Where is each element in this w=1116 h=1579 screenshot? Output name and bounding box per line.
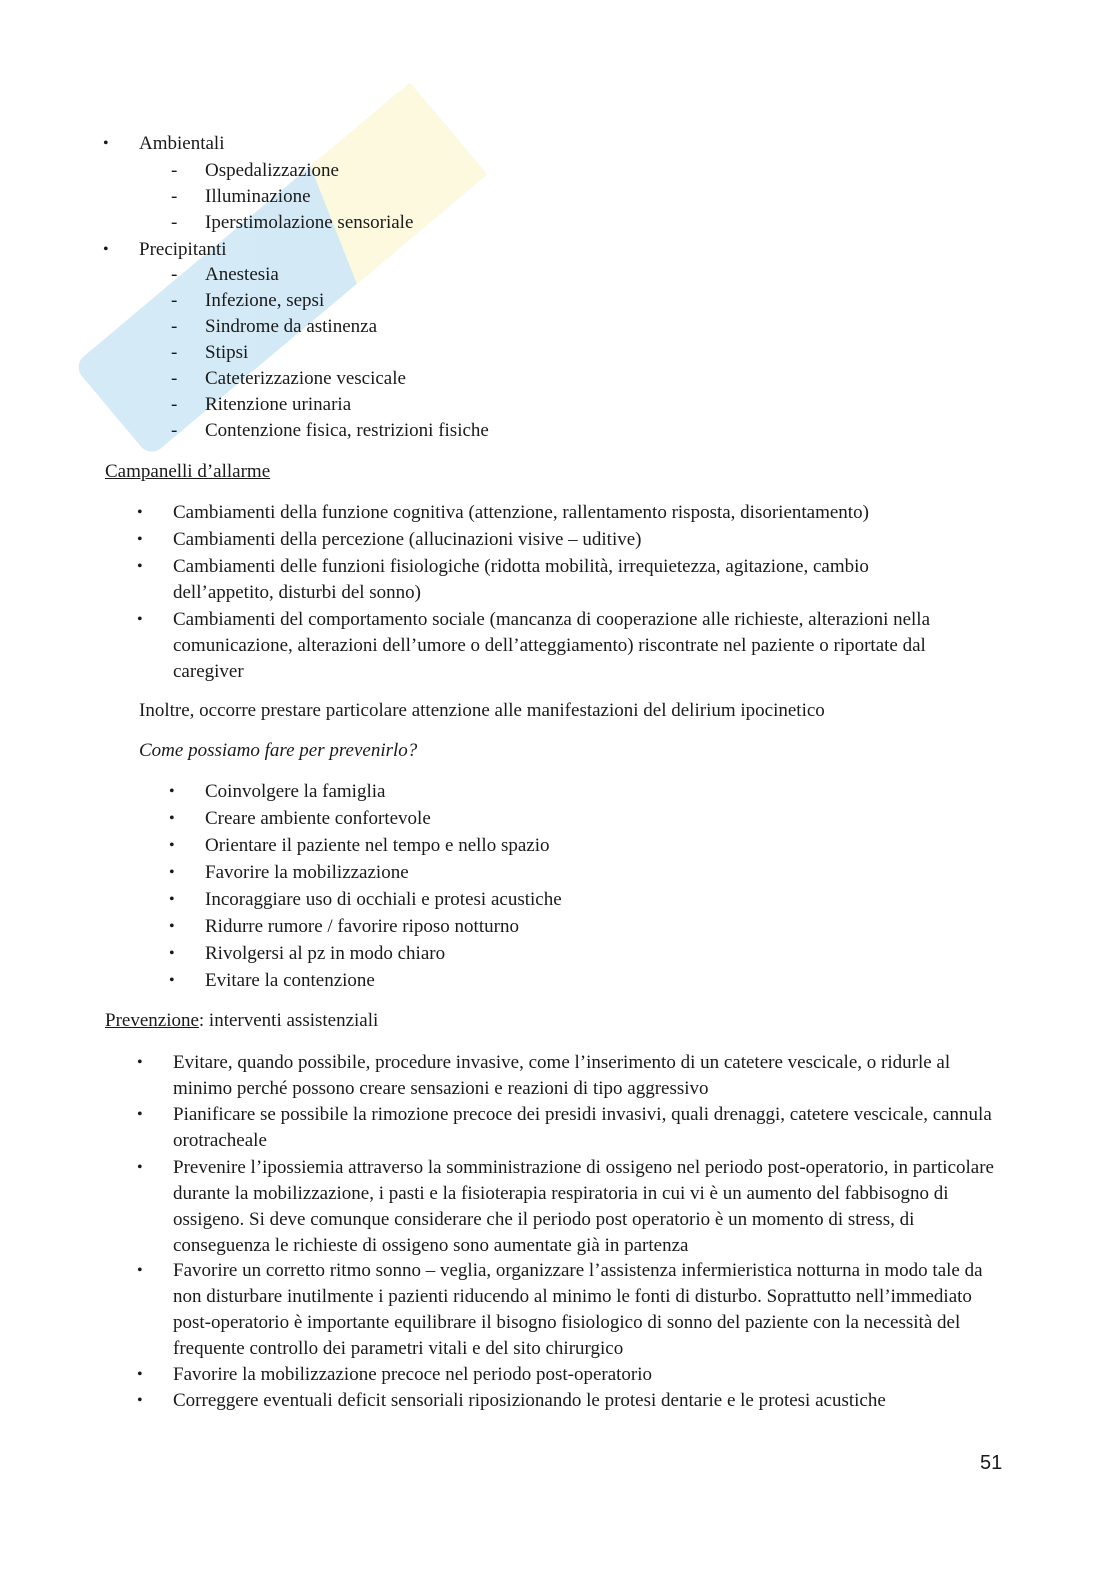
list-item: • Precipitanti xyxy=(139,237,227,263)
list-item: • Cambiamenti delle funzioni fisiologiche (ridotta mobilità, irrequietezza, agitazione, cambio dell’appetito, disturbi del sonno) xyxy=(173,554,973,606)
list-item: • Coinvolgere la famiglia xyxy=(205,779,385,805)
list-item: • Pianificare se possibile la rimozione precoce dei presidi invasivi, quali drenaggi, catetere vescicale, cannula orotracheale xyxy=(173,1102,998,1154)
heading-underlined: Prevenzione xyxy=(105,1010,199,1031)
heading-rest: : interventi assistenziali xyxy=(198,1010,379,1031)
list-item: - Contenzione fisica, restrizioni fisiche xyxy=(205,418,489,444)
list-item: • Evitare la contenzione xyxy=(205,968,375,994)
list-item: • Ambientali xyxy=(139,131,224,157)
page-number: 51 xyxy=(980,1452,1003,1474)
list-item: - Illuminazione xyxy=(205,184,311,210)
list-item: • Ridurre rumore / favorire riposo notturno xyxy=(205,914,519,940)
section-heading-alarm: Campanelli d’allarme xyxy=(105,461,271,482)
list-item: • Prevenire l’ipossiemia attraverso la somministrazione di ossigeno nel periodo post-operatorio, in particolare durante la mobilizzazione, i pasti e la fisioterapia respiratoria in cui vi è un aumento del fabbisogno di ossigeno. Si deve comunque considerare che il periodo post operatorio è un momento di stress, di conseguenza le richieste di ossigeno sono aumentate già in partenza xyxy=(173,1155,998,1259)
list-item: • Evitare, quando possibile, procedure invasive, come l’inserimento di un catetere vescicale, o ridurle al minimo perché possono creare sensazioni e reazioni di tipo aggressivo xyxy=(173,1050,998,1102)
list-item: - Ospedalizzazione xyxy=(205,158,339,184)
list-item: • Orientare il paziente nel tempo e nello spazio xyxy=(205,833,550,859)
list-item: - Sindrome da astinenza xyxy=(205,314,377,340)
list-item: - Iperstimolazione sensoriale xyxy=(205,210,413,236)
list-item: • Favorire la mobilizzazione xyxy=(205,860,409,886)
list-item: • Favorire un corretto ritmo sonno – veglia, organizzare l’assistenza infermieristica notturna in modo tale da non disturbare inutilmente i pazienti riducendo al minimo le fonti di disturbo. Soprattutto nell’immediato post-operatorio è importante equilibrare il bisogno fisiologico di sonno del paziente con la necessità del frequente controllo dei parametri vitali e del sito chirurgico xyxy=(173,1258,998,1362)
question-title: Come possiamo fare per prevenirlo? xyxy=(139,740,418,761)
list-item: - Infezione, sepsi xyxy=(205,288,324,314)
list-item: - Cateterizzazione vescicale xyxy=(205,366,406,392)
paragraph-note: Inoltre, occorre prestare particolare attenzione alle manifestazioni del delirium ipocinetico xyxy=(139,700,825,721)
list-item: - Ritenzione urinaria xyxy=(205,392,351,418)
list-item: • Cambiamenti del comportamento sociale (mancanza di cooperazione alle richieste, alterazioni nella comunicazione, alterazioni dell’umore o dell’atteggiamento) riscontrate nel paziente o riportate dal caregiver xyxy=(173,607,998,685)
list-item: • Incoraggiare uso di occhiali e protesi acustiche xyxy=(205,887,562,913)
list-item: - Anestesia xyxy=(205,262,279,288)
list-item: • Creare ambiente confortevole xyxy=(205,806,431,832)
list-item: • Cambiamenti della funzione cognitiva (attenzione, rallentamento risposta, disorientamento) xyxy=(173,500,993,526)
list-item: • Cambiamenti della percezione (allucinazioni visive – uditive) xyxy=(173,527,993,553)
list-item: • Favorire la mobilizzazione precoce nel periodo post-operatorio xyxy=(173,1362,998,1388)
list-item: • Correggere eventuali deficit sensoriali riposizionando le protesi dentarie e le protesi acustiche xyxy=(173,1388,998,1414)
list-item: - Stipsi xyxy=(205,340,248,366)
list-item: • Rivolgersi al pz in modo chiaro xyxy=(205,941,445,967)
section-heading-prevenzione xyxy=(105,1008,378,1034)
